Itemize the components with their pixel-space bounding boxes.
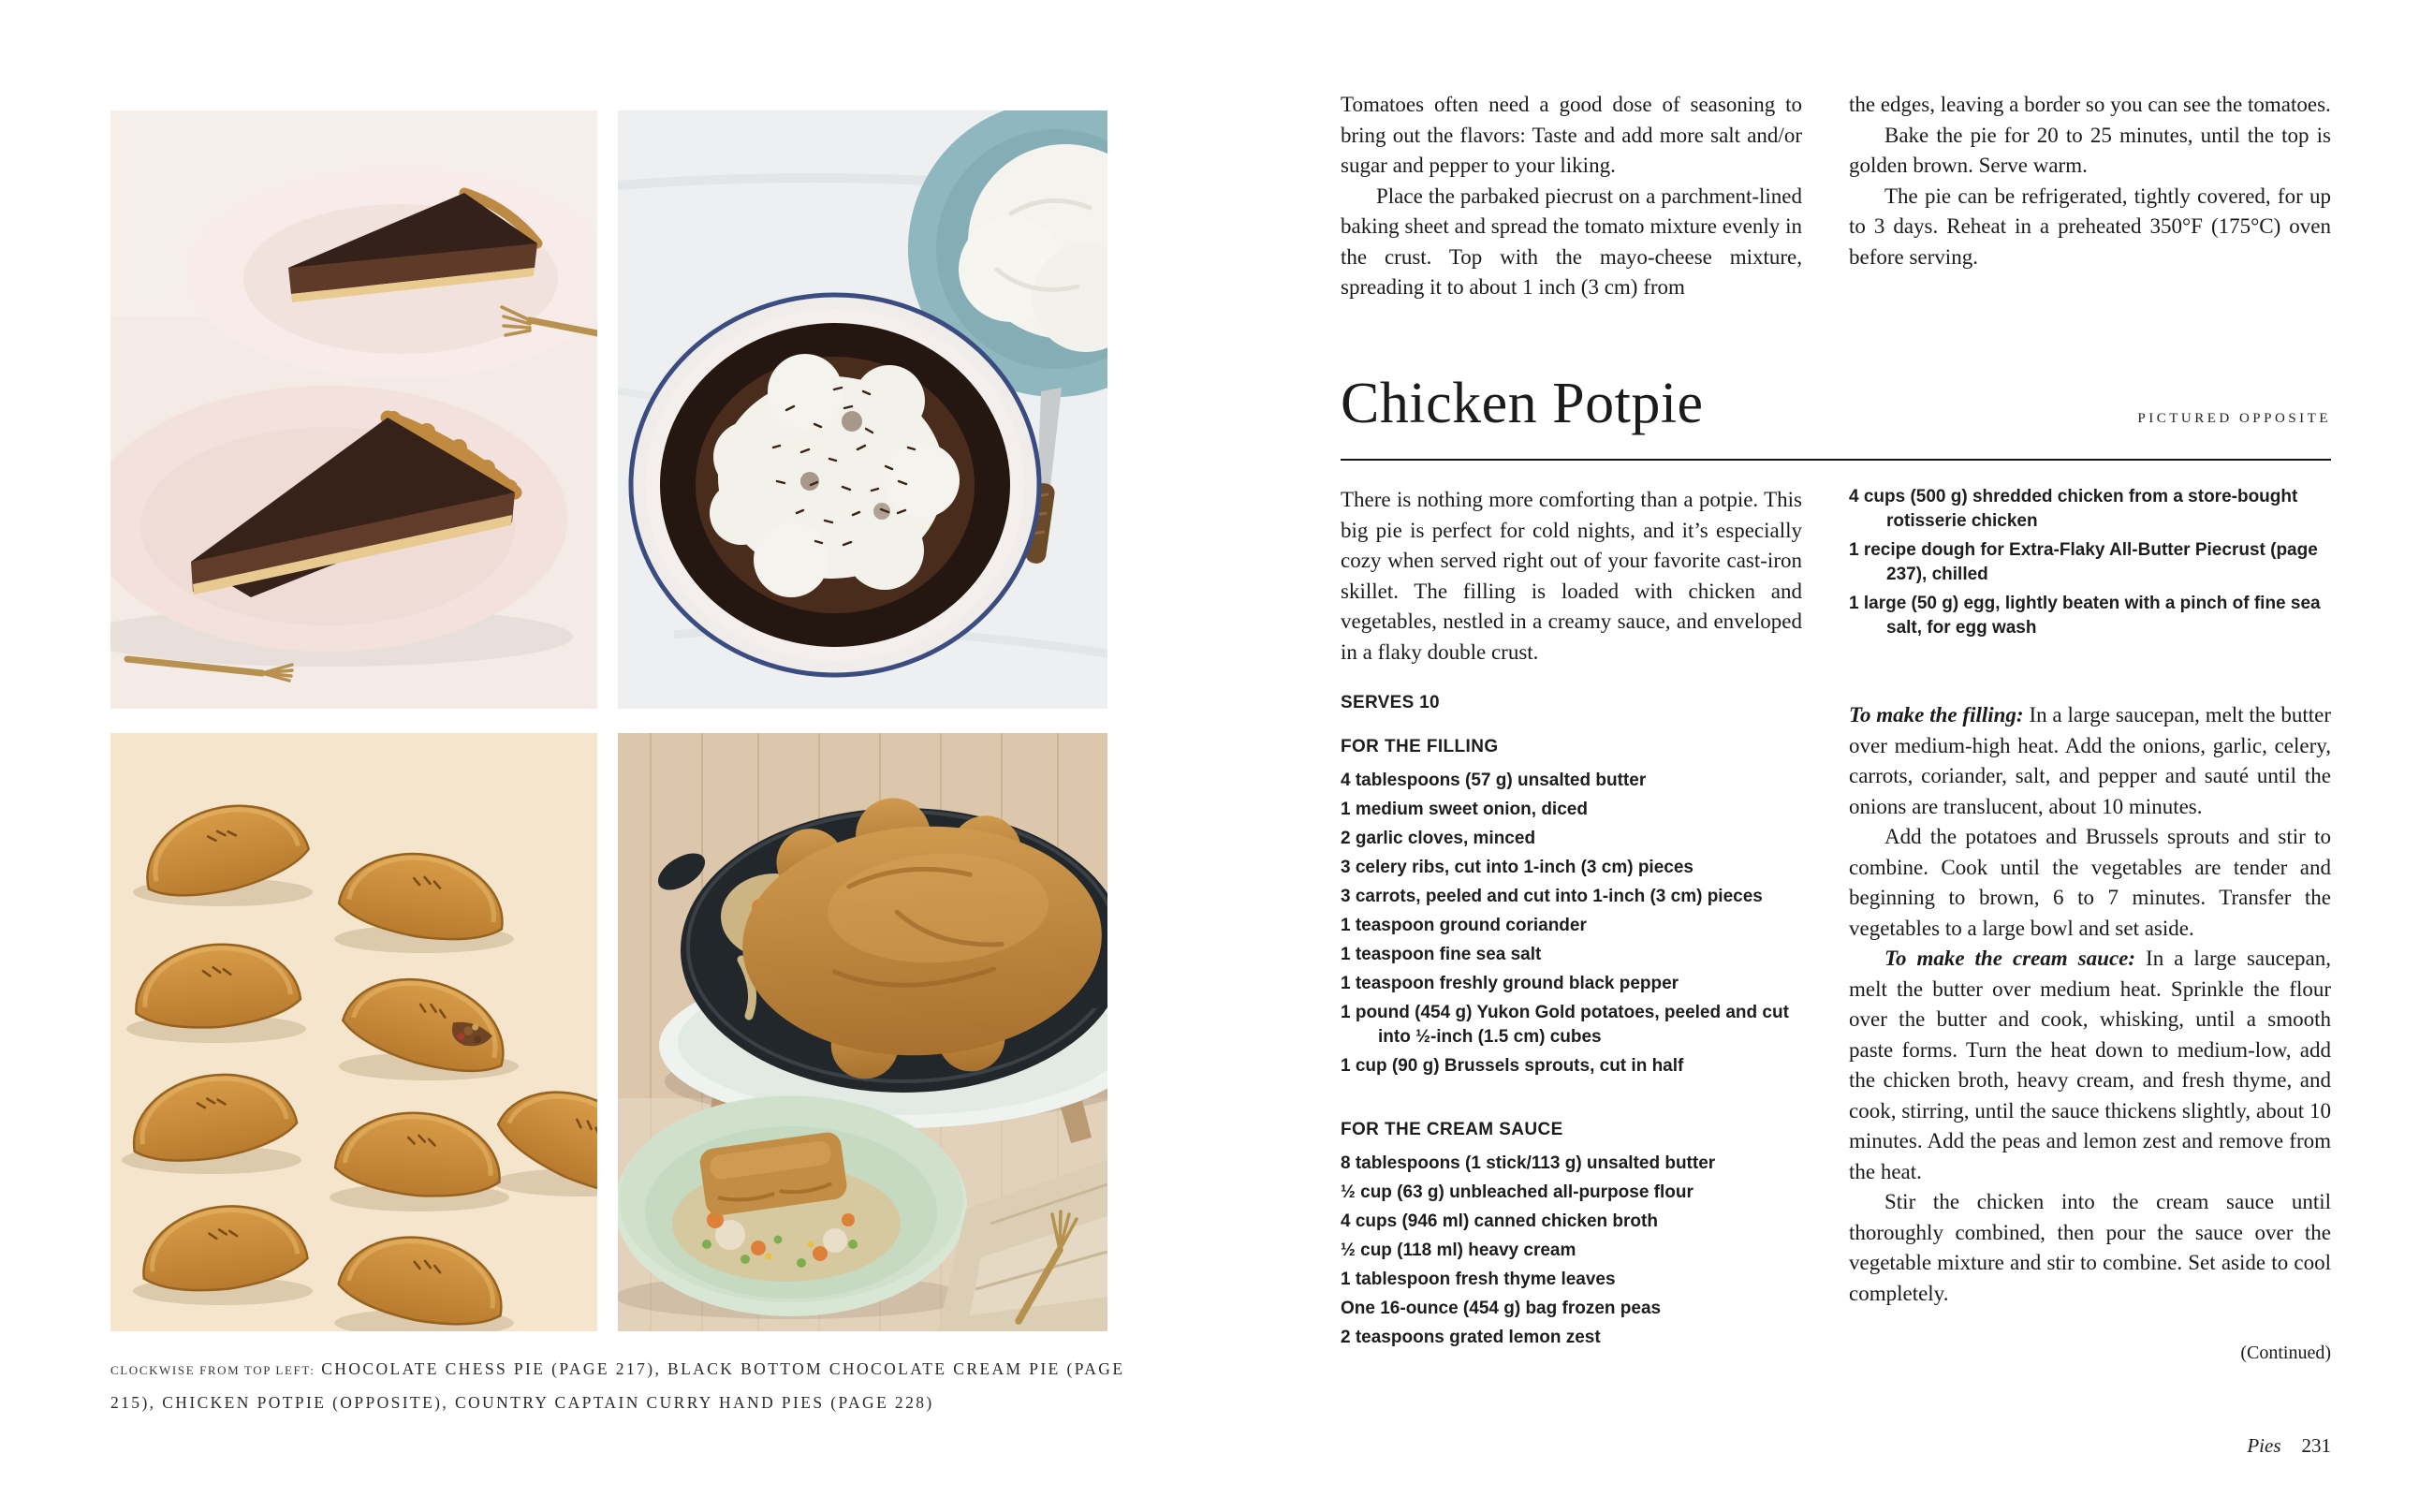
caption-lead: CLOCKWISE FROM TOP LEFT: — [110, 1363, 315, 1377]
cream-sauce-heading: FOR THE CREAM SAUCE — [1341, 1120, 1563, 1139]
method-text: Add the potatoes and Brussels sprouts and stir to combine. Cook until the vegetables are tender and beginning to brown, 6 to 7 minutes. Transfer the vegetables to a large bowl and set aside. — [1849, 825, 2331, 940]
photo-chocolate-chess-pie — [110, 110, 597, 709]
method-paragraph — [1849, 944, 2331, 1187]
ingredient: 1 teaspoon ground coriander — [1341, 916, 1587, 935]
cream-sauce-ingredient-list — [1341, 1152, 1802, 1350]
ingredient: 1 tablespoon fresh thyme leaves — [1341, 1270, 1616, 1289]
ingredient: 4 tablespoons (57 g) unsalted butter — [1341, 771, 1647, 790]
recipe-body — [1341, 485, 2331, 1364]
chess-pie-illustration — [110, 110, 597, 709]
body-paragraph: Tomatoes often need a good dose of seasoning to bring out the flavors: Taste and add more salt and/or sugar and pepper to your liking. — [1341, 93, 1802, 177]
footer-page-number: 231 — [2301, 1434, 2331, 1457]
ingredient: 2 garlic cloves, minced — [1341, 829, 1536, 848]
method-paragraph — [1849, 700, 2331, 822]
title-rule-divider — [1341, 459, 2331, 461]
ingredient: 8 tablespoons (1 stick/113 g) unsalted butter — [1341, 1153, 1716, 1173]
ingredient: 1 pound (454 g) Yukon Gold potatoes, peeled and cut into ½-inch (1.5 cm) cubes — [1341, 1003, 1789, 1047]
method-lead: To make the filling: — [1849, 703, 2024, 727]
ingredient: 1 cup (90 g) Brussels sprouts, cut in half — [1341, 1056, 1684, 1076]
method-paragraph — [1849, 822, 2331, 944]
serves-line: SERVES 10 — [1341, 693, 1440, 712]
ingredient: 1 large (50 g) egg, lightly beaten with a pinch of fine sea salt, for egg wash — [1849, 594, 2321, 638]
continuation-column-2 — [1849, 90, 2331, 303]
photo-black-bottom-chocolate-cream-pie — [618, 110, 1107, 709]
caption-text: CHOCOLATE CHESS PIE (PAGE 217), BLACK BOTTOM CHOCOLATE CREAM PIE (PAGE 215), CHICKEN POTPIE (OPPOSITE), COUNTRY CAPTAIN CURRY HAND PIES (PAGE 228) — [110, 1359, 1125, 1412]
body-paragraph: Bake the pie for 20 to 25 minutes, until the top is golden brown. Serve warm. — [1849, 123, 2331, 177]
previous-recipe-continuation — [1341, 90, 2331, 303]
ingredient: ½ cup (63 g) unbleached all-purpose flour — [1341, 1182, 1694, 1202]
ingredient: 4 cups (946 ml) canned chicken broth — [1341, 1211, 1658, 1231]
footer-section-name: Pies — [2247, 1434, 2281, 1457]
ingredient: 1 medium sweet onion, diced — [1341, 800, 1588, 819]
ingredient: 3 celery ribs, cut into 1-inch (3 cm) pieces — [1341, 858, 1694, 877]
right-page — [1217, 0, 2434, 1512]
hand-pies-illustration — [110, 733, 597, 1331]
recipe-title: Chicken Potpie — [1341, 372, 1704, 435]
ingredient: 2 teaspoons grated lemon zest — [1341, 1328, 1601, 1347]
main-ingredient-list — [1849, 485, 2331, 640]
recipe-column-left — [1341, 485, 1802, 1364]
body-paragraph: The pie can be refrigerated, tightly covered, for up to 3 days. Reheat in a preheated 350°F (175°C) oven before serving. — [1849, 183, 2331, 269]
photo-grid — [110, 110, 1107, 1331]
method-text: Stir the chicken into the cream sauce until thoroughly combined, then pour the sauce over the vegetable mixture and stir to combine. Set aside to cool completely. — [1849, 1190, 2331, 1305]
ingredient: 3 carrots, peeled and cut into 1-inch (3 cm) pieces — [1341, 887, 1763, 906]
body-paragraph: Place the parbaked piecrust on a parchment-lined baking sheet and spread the tomato mixture evenly in the crust. Top with the mayo-cheese mixture, spreading it to about 1 inch (3 cm) from — [1341, 183, 1802, 299]
photo-chicken-potpie — [618, 733, 1107, 1331]
method-text: In a large saucepan, melt the butter over medium heat. Sprinkle the flour over the butter and cook, whisking, until a smooth paste forms. Turn the heat down to medium-low, add the chicken broth, heavy cream, and fresh thyme, and cook, stirring, until the sauce thickens slightly, about 10 minutes. Add the peas and lemon zest and remove from the heat. — [1849, 947, 2332, 1183]
filling-heading: FOR THE FILLING — [1341, 737, 1499, 756]
ingredient: 1 teaspoon freshly ground black pepper — [1341, 974, 1679, 993]
ingredient: ½ cup (118 ml) heavy cream — [1341, 1240, 1576, 1260]
recipe-column-right — [1849, 485, 2331, 1364]
cream-pie-illustration — [618, 110, 1107, 709]
photo-caption — [110, 1353, 1138, 1418]
ingredient: One 16-ounce (454 g) bag frozen peas — [1341, 1299, 1662, 1318]
ingredient: 4 cups (500 g) shredded chicken from a store-bought rotisserie chicken — [1849, 487, 2298, 531]
ingredient: 1 teaspoon fine sea salt — [1341, 945, 1542, 964]
recipe-header — [1341, 371, 2331, 437]
potpie-illustration — [618, 733, 1107, 1331]
ingredient: 1 recipe dough for Extra-Flaky All-Butter Piecrust (page 237), chilled — [1849, 540, 2318, 584]
recipe-intro: There is nothing more comforting than a potpie. This big pie is perfect for cold nights, and it’s especially cozy when served right out of your favorite cast-iron skillet. The filling is loaded with chicken and vegetables, nestled in a creamy sauce, and enveloped in a flaky double crust. — [1341, 488, 1802, 664]
filling-ingredient-list — [1341, 769, 1802, 1079]
method-text: In a large saucepan, melt the butter over medium-high heat. Add the onions, garlic, celery, carrots, coriander, salt, and pepper and sauté until the onions are translucent, about 10 minutes. — [1849, 703, 2331, 818]
continued-note: (Continued) — [2240, 1343, 2331, 1363]
method-lead: To make the cream sauce: — [1884, 947, 2136, 970]
continuation-column-1 — [1341, 90, 1802, 303]
method-paragraph — [1849, 1187, 2331, 1309]
photo-curry-hand-pies — [110, 733, 597, 1331]
body-paragraph: the edges, leaving a border so you can see the tomatoes. — [1849, 93, 2331, 116]
pictured-opposite-note: PICTURED OPPOSITE — [2137, 411, 2331, 426]
page-footer — [1341, 1434, 2331, 1458]
